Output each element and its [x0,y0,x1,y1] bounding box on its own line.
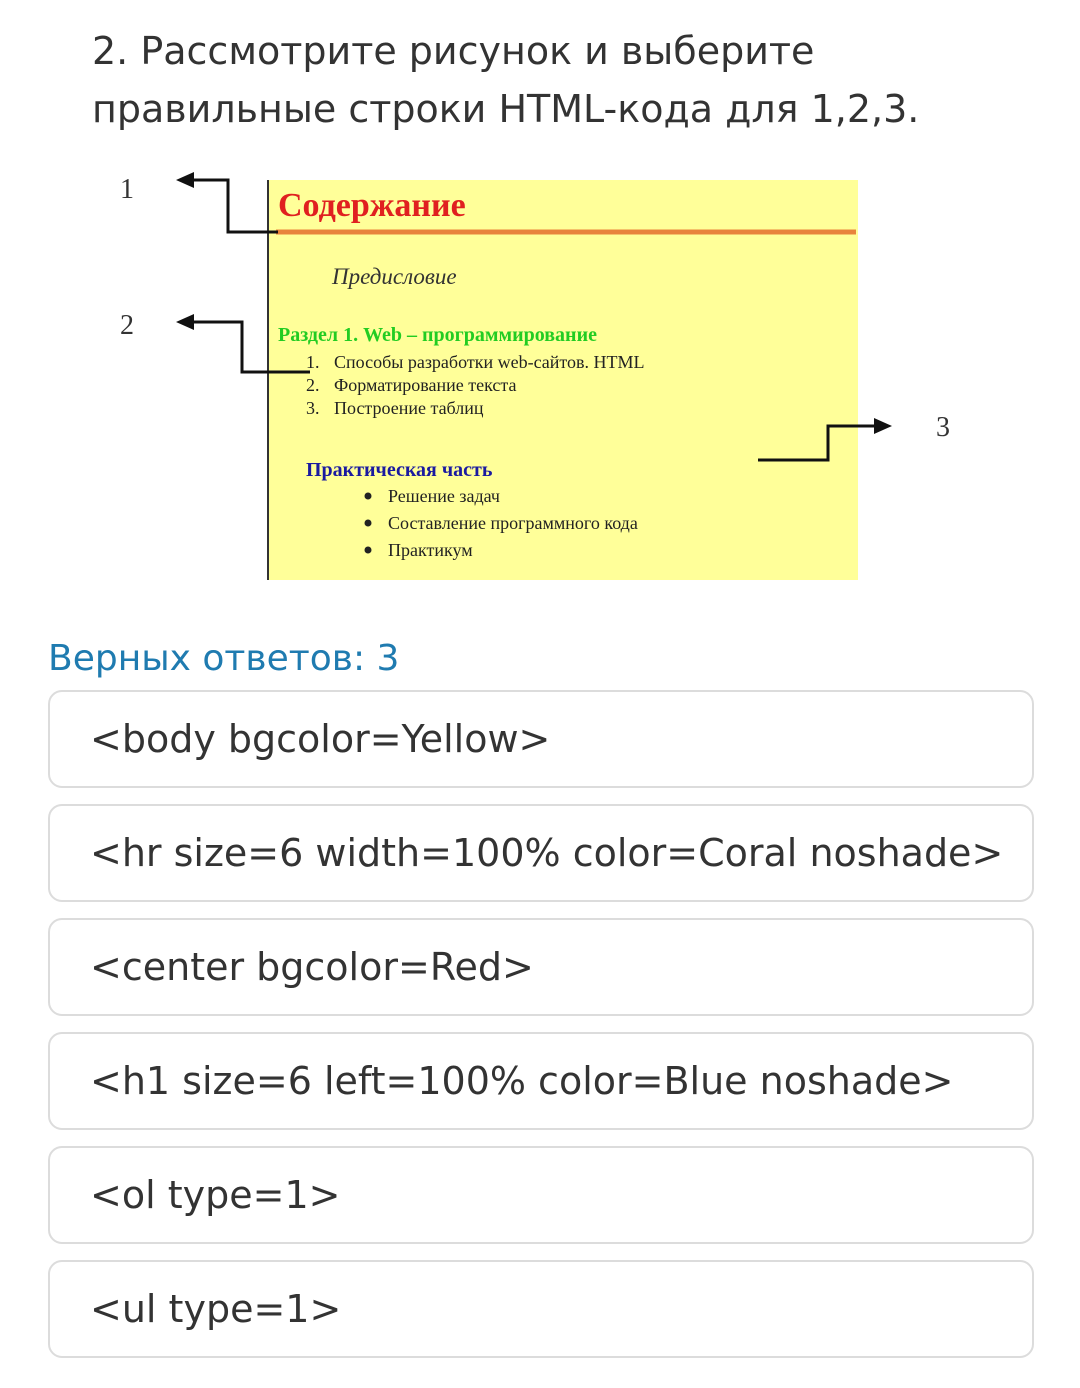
question-line-1: 2. Рассмотрите рисунок и выберите [92,29,815,73]
callout-label-1: 1 [120,174,134,205]
option-label: <center bgcolor=Red> [90,945,534,989]
answer-options [48,690,1034,1374]
option-body-bgcolor[interactable] [48,690,1034,788]
callout-label-3: 3 [936,412,950,443]
option-center-bgcolor[interactable] [48,918,1034,1016]
practical-heading: Практическая часть [306,459,493,481]
ol-item-1: Способы разработки web-сайтов. HTML [334,352,645,372]
arrow-left-icon [176,314,194,330]
ol-marker-1: 1. [306,352,320,372]
ul-item-1: Решение задач [388,486,500,506]
option-hr-coral[interactable] [48,804,1034,902]
callout-line-1 [190,180,278,232]
arrow-left-icon [176,172,194,188]
bullet-dot-icon [365,493,372,500]
bullet-dot-icon [365,547,372,554]
question-text [92,22,1032,138]
option-h1-blue[interactable] [48,1032,1034,1130]
option-label: <ul type=1> [90,1287,342,1331]
question-line-2: правильные строки HTML-кода для 1,2,3. [92,87,920,131]
option-label: <hr size=6 width=100% color=Coral noshade> [90,831,1004,875]
question-figure [110,150,990,590]
option-ol-type[interactable] [48,1146,1034,1244]
correct-answers-count: Верных ответов: 3 [48,638,400,679]
figure-image [110,150,990,590]
option-ul-type[interactable] [48,1260,1034,1358]
callout-label-2: 2 [120,310,134,341]
ul-item-3: Практикум [388,540,473,560]
ol-marker-2: 2. [306,375,320,395]
ol-item-2: Форматирование текста [334,375,517,395]
bullet-dot-icon [365,520,372,527]
ol-marker-3: 3. [306,398,320,418]
option-label: <h1 size=6 left=100% color=Blue noshade> [90,1059,954,1103]
figure-title: Содержание [278,187,466,224]
section1-heading: Раздел 1. Web – программирование [278,324,597,346]
ol-item-3: Построение таблиц [334,398,484,418]
option-label: <body bgcolor=Yellow> [90,717,551,761]
ul-item-2: Составление программного кода [388,513,638,533]
option-label: <ol type=1> [90,1173,341,1217]
arrow-right-icon [874,418,892,434]
figure-preface: Предисловие [332,264,457,289]
